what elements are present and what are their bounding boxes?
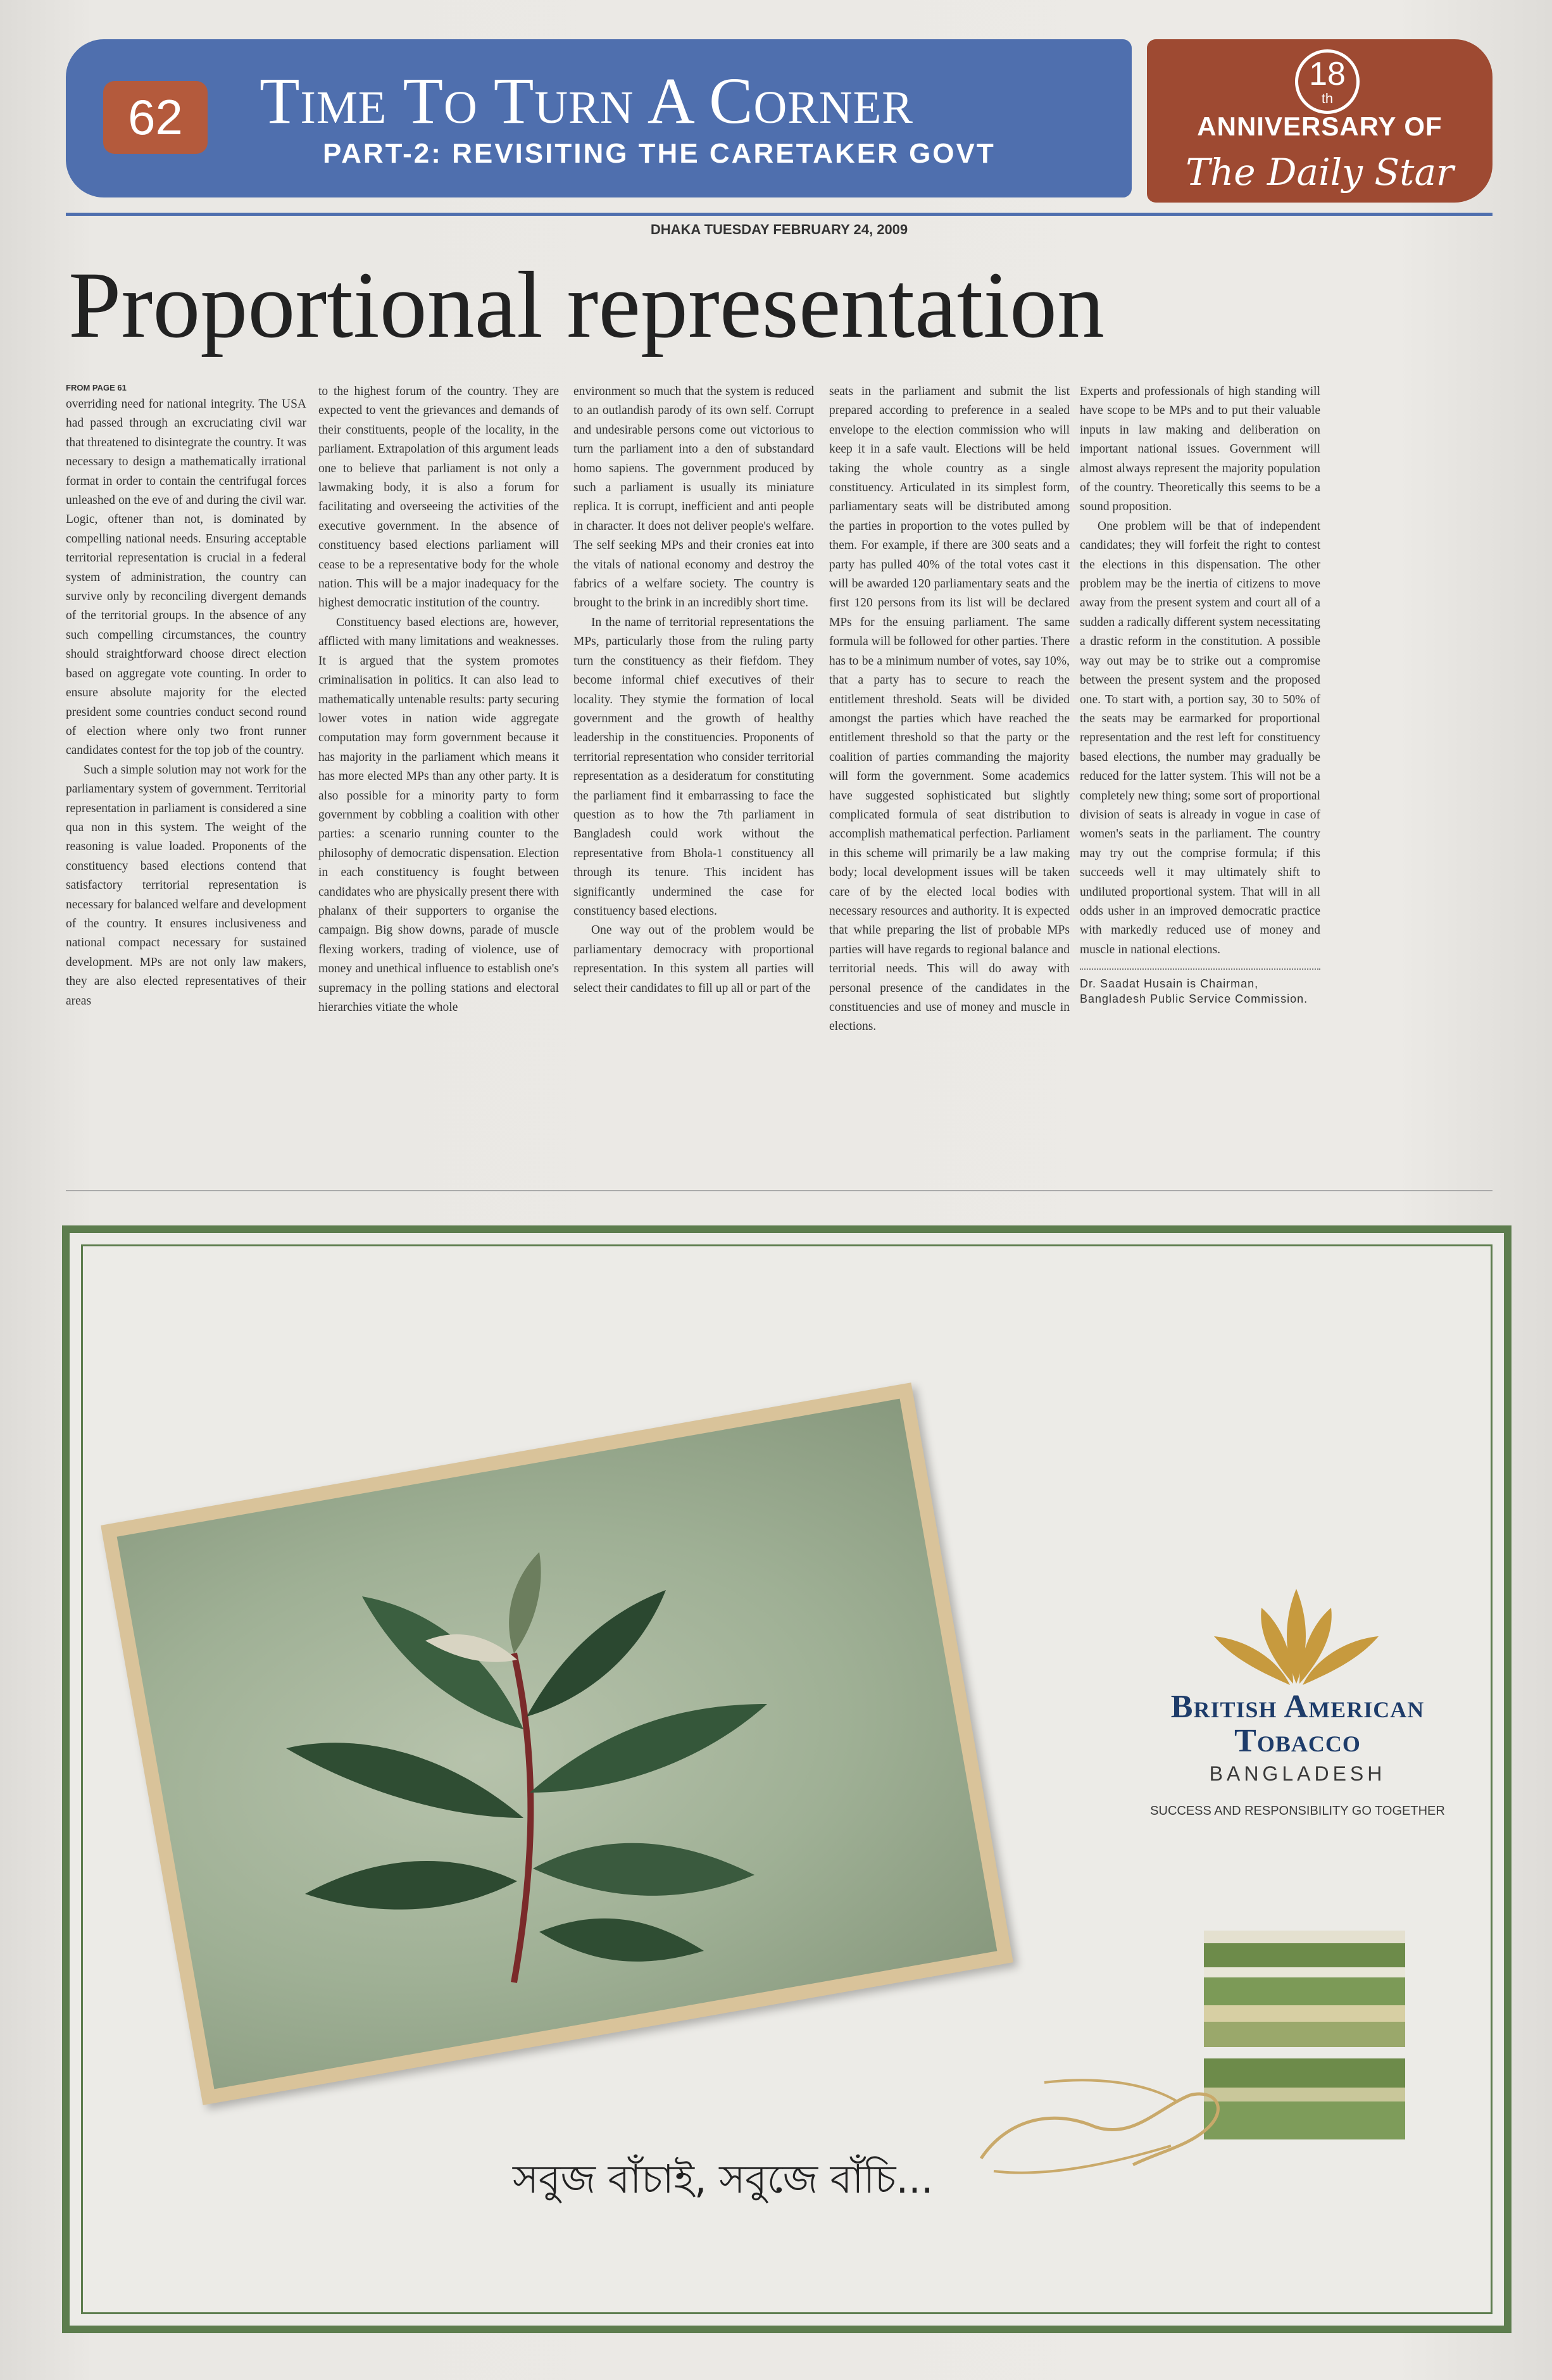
paragraph: In the name of territorial representations the MPs, particularly those from the ruling party turn the constituency as their fiefdom. They become informal chief executives of their locality. They stymie the formation of local government and the growth of healthy leadership in the constituencies. Proponents of territorial representation who consider territorial representation as a desideratum for constituting the parliament find it embarrassing to face the question as to how the 7th parliament in Bangladesh could work without the representative from Bhola-1 constituency all through its tenure. This incident has significantly undermined the case for constituency based elections. (573, 615, 814, 918)
article-column-3 (573, 382, 814, 1167)
section-rule (66, 1190, 1493, 1191)
anniversary-badge (1295, 49, 1360, 114)
article-headline: Proportional representation (68, 253, 1105, 358)
header-rule (66, 213, 1493, 216)
from-page-jump: FROM PAGE 61 (66, 383, 127, 392)
bat-slogan: SUCCESS AND RESPONSIBILITY GO TOGETHER (1150, 1804, 1445, 1818)
plant-photo (117, 1399, 998, 2089)
article-column-1 (66, 382, 306, 1167)
article-column-2 (318, 382, 559, 1167)
bat-brand-line-1: British American (1170, 1689, 1425, 1725)
bat-brand-name (1127, 1690, 1468, 1758)
anniversary-number: 18 (1309, 56, 1346, 92)
paragraph: One way out of the problem would be parliamentary democracy with proportional representation. In this system all parties will select their candidates to fill up all or part of the (573, 924, 814, 995)
anniversary-label: ANNIVERSARY OF (1197, 111, 1442, 141)
signature-logo-icon (968, 2070, 1241, 2196)
bat-brand-line-2: Tobacco (1234, 1723, 1361, 1759)
bat-country: BANGLADESH (1209, 1762, 1386, 1785)
paragraph: Experts and professionals of high standing will have scope to be MPs and to put their valuable inputs in law making and deliberation on important national issues. Government will almost always represent the majority population of the country. Theoretically this seems to be a sound proposition. (1080, 385, 1320, 514)
dateline: DHAKA TUESDAY FEBRUARY 24, 2009 (650, 222, 908, 237)
series-subtitle: PART-2: REVISITING THE CARETAKER GOVT (323, 138, 996, 169)
series-title: Time To Turn A Corner (260, 65, 913, 137)
article-column-5 (1080, 382, 1320, 1167)
paragraph: Constituency based elections are, however, afflicted with many limitations and weaknesses. It is argued that the system promotes criminalisation in politics. It can also lead to mathematically untenable results: party securing lower votes in nation wide aggregate computation may form government because it has majority in the parliament which means it has more elected MPs than any other party. It is also possible for a minority party to form government by cobbling a coalition with other parties: a scenario running counter to the philosophy of democratic dispensation. Election in each constituency is fought between candidates who are physically present there with phalanx of their supporters to organise the campaign. Big show downs, parade of muscle flexing workers, trading of violence, use of money and unethical influence to establish one's supremacy in the polling stations and electoral hierarchies vitiate the whole (318, 615, 559, 1014)
paragraph: overriding need for national integrity. The USA had passed through an excruciating civil war that threatened to disintegrate the country. It was necessary to design a mathematically irrational format in order to contain the centrifugal forces unleashed on the eve of and during the civil war. Logic, oftener than not, is dominated by compelling national needs. Ensuring acceptable territorial representation is crucial in a federal system of administration, the country can survive only by reconciling divergent demands of the territorial groups. In the absence of any such compelling circumstances, the country should straightforward choose direct election based on aggregate vote counting. In order to ensure absolute majority for the elected president some countries conduct second round of election where only two front runner candidates contest for the top job of the country. (66, 398, 306, 758)
paragraph: environment so much that the system is reduced to an outlandish parody of its own self. Corrupt and undesirable persons come out victorious to turn the parliament into a den of substandard homo sapiens. The government produced by such a parliament is usually its miniature replica. It is corrupt, inefficient and anti people in character. It does not deliver people's welfare. The self seeking MPs and their cronies eat into the vitals of national economy and destroy the fabrics of a welfare society. The country is brought to the brink in an incredibly short time. (573, 385, 814, 610)
anniversary-suffix: th (1321, 91, 1334, 106)
newspaper-name: The Daily Star (1186, 151, 1454, 194)
page-number: 62 (103, 81, 208, 154)
guava-plant-illustration (117, 1399, 998, 2089)
bengali-tagline: সবুজ বাঁচাই, সবুজে বাঁচি... (513, 2156, 934, 2202)
bat-leaf-logo-icon (1214, 1589, 1379, 1690)
paragraph: to the highest forum of the country. They are expected to vent the grievances and demands of their constituents, people of the locality, in the parliament. Extrapolation of this argument leads one to believe that parliament is not only a lawmaking body, it is also a forum for facilitating and overseeing the activities of the executive government. In the absence of constituency based elections parliament will cease to be a representative body for the whole nation. This will be a major inadequacy for the highest democratic institution of the country. (318, 385, 559, 610)
paragraph: One problem will be that of independent candidates; they will forfeit the right to contest the elections in this dispensation. The other problem may be the inertia of citizens to move away from the present system and court all of a sudden a radically different system necessitating a drastic reform in the constitution. A possible way out may be to strike out a compromise between the present system and the proposed one. To start with, a portion say, 30 to 50% of the seats may be earmarked for proportional representation and the rest left for constituency based elections, the number may gradually be reduced for the latter system. This will not be a completely new thing; some sort of proportional division of seats is already in vogue in case of women's seats in the parliament. The country may try out the comprise formula; if this succeeds well it may ultimately shift to undiluted proportional system. That will in all odds usher in an improved democratic practice with markedly reduced use of money and muscle in national elections. (1080, 519, 1320, 956)
paragraph: Such a simple solution may not work for the parliamentary system of government. Territorial representation in parliament is considered a sine qua non in this system. The weight of the reasoning is value loaded. Proponents of the constituency based elections contend that satisfactory territorial representation is necessary for balanced welfare and development of the country. It ensures inclusiveness and national compact necessary for sustained development. MPs are not only law makers, they are also elected representatives of their areas (66, 763, 306, 1008)
paragraph: seats in the parliament and submit the list prepared according to preference in a sealed envelope to the election commission who will keep it in a safe vault. Elections will be held taking the whole country as a single constituency. Articulated in its simplest form, parliamentary seats will be distributed among the parties in proportion to the votes pulled by them. For example, if there are 300 seats and a party has pulled 40% of the total votes cast it will be awarded 120 parliamentary seats and the first 120 persons from its list will be declared MPs for the ensuing parliament. The same formula will be followed for other parties. There has to be a minimum number of votes, say 10%, that a party has to secure to reach the entitlement threshold. Seats will be divided amongst the parties which have reached the entitlement threshold so that the party or the coalition of parties commanding the majority will form the government. Some academics have suggested sophisticated but slightly complicated formula of seat distribution to accomplish mathematical perfection. Parliament in this scheme will primarily be a law making body; local development issues will be taken care of by the elected local bodies with necessary resources and authority. It is expected that while preparing the list of probable MPs parties will have regards to regional balance and territorial needs. This will do away with personal presence of the candidates in the constituencies and use of money and muscle in elections. (829, 385, 1070, 1034)
author-byline: Dr. Saadat Husain is Chairman, Bangladesh Public Service Commission. (1080, 968, 1320, 1006)
article-column-4 (829, 382, 1070, 1167)
